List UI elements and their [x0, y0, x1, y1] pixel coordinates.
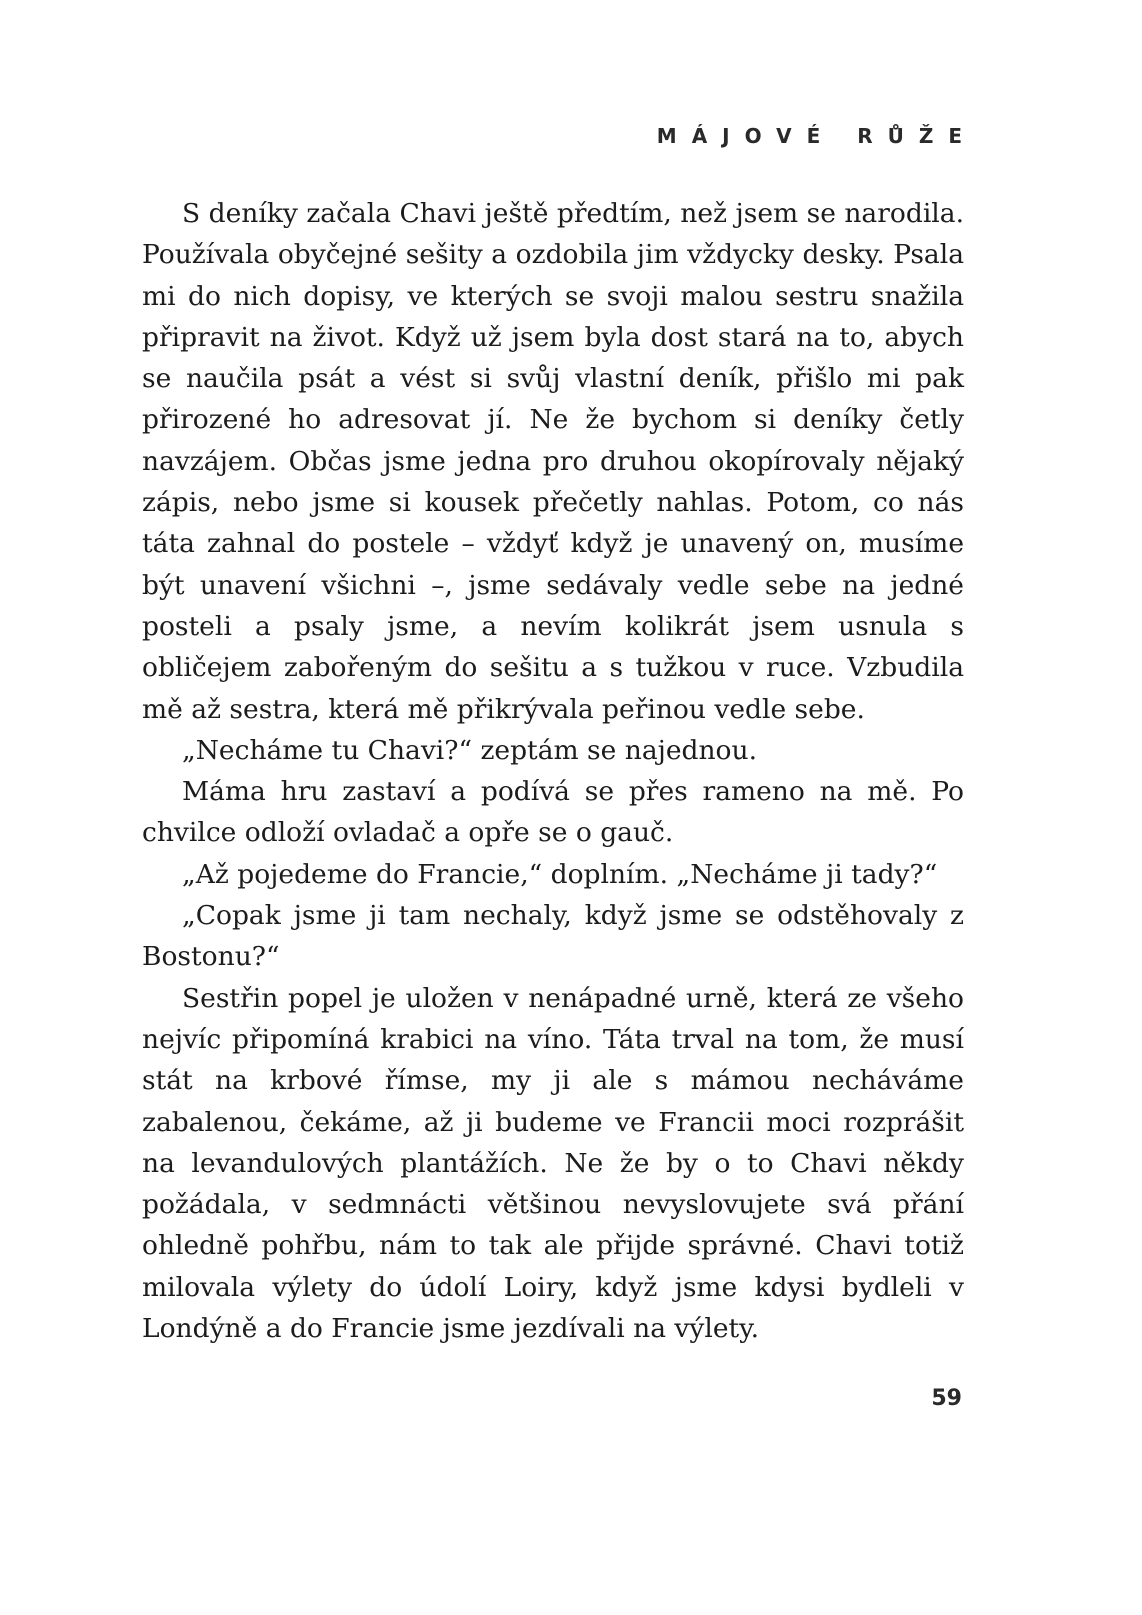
- paragraph: „Až pojedeme do Francie,“ doplním. „Necháme ji tady?“: [182, 858, 938, 890]
- body-text: [142, 193, 964, 1349]
- paragraph: Sestřin popel je uložen v nenápadné urně, která ze všeho nejvíc připomíná krabici na víno. Táta trval na tom, že musí stát na krbové římse, my ji ale s mámou necháváme zabalenou, čekáme, až ji budeme ve Francii moci rozprášit na levandulových plantážích. Ne že by o to Chavi někdy požádala, v sedmnácti většinou nevyslovujete svá přání ohledně pohřbu, nám to tak ale přijde správné. Chavi totiž milovala výlety do údolí Loiry, když jsme kdysi bydleli v Londýně a do Francie jsme jezdívali na výlety.: [142, 982, 964, 1345]
- paragraph: „Necháme tu Chavi?“ zeptám se najednou.: [182, 734, 758, 766]
- paragraph: „Copak jsme ji tam nechaly, když jsme se odstěhovaly z Bostonu?“: [142, 900, 964, 973]
- running-head: MÁJOVÉ RŮŽE: [656, 124, 977, 148]
- paragraph: S deníky začala Chavi ještě předtím, než jsem se narodila. Používala obyčejné sešity a ozdobila jim vždycky desky. Psala mi do nich dopisy, ve kterých se svoji malou sestru snažila připravit na život. Když už jsem byla dost stará na to, abych se naučila psát a vést si svůj vlastní deník, přišlo mi pak přirozené ho adresovat jí. Ne že bychom si deníky četly navzájem. Občas jsme jedna pro druhou okopírovaly nějaký zápis, nebo jsme si kousek přečetly nahlas. Potom, co nás táta zahnal do postele – vždyť když je unavený on, musíme být unavení všichni –, jsme sedávaly vedle sebe na jedné posteli a psaly jsme, a nevím kolikrát jsem usnula s obličejem zabořeným do sešitu a s tužkou v ruce. Vzbudila mě až sestra, která mě přikrývala peřinou vedle sebe.: [142, 198, 964, 725]
- page-number: 59: [931, 1386, 962, 1411]
- paragraph: Máma hru zastaví a podívá se přes rameno na mě. Po chvilce odloží ovladač a opře se o gauč.: [142, 776, 964, 849]
